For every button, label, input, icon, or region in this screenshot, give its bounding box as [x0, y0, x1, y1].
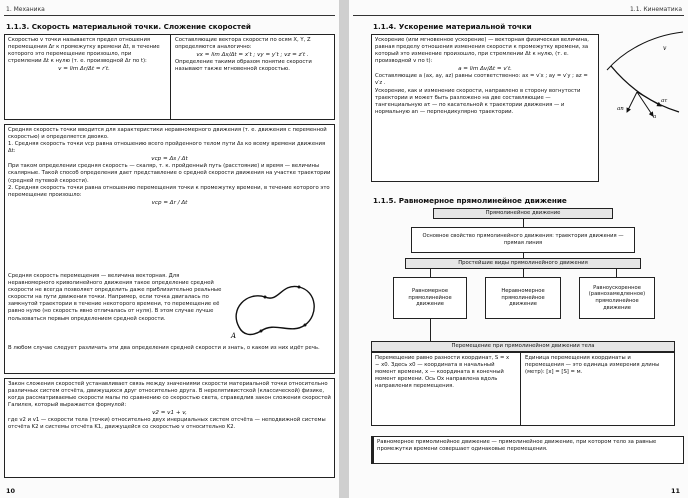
box1-left-formula: v = lim Δr/Δt = r′t. [58, 66, 110, 73]
right-page-number: 11 [670, 487, 680, 495]
box2-formula: v2 = v1 + v, [152, 410, 187, 417]
box2-tail: где v2 и v1 — скорости тела (точки) относительно двух инерциальных систем отсчёта — неподвижной системы отсчёта K2 и системы отсчёта K1, движущейся со скоростью v относительно K2. [8, 417, 326, 431]
accel-text: Ускорение (или мгновенное ускорение) — векторная физическая величина, равная пределу отношения изменения скорости к промежутку времени, за который это изменение произошло, при стремлении Δt к нулю, (т. е. производной v по t): [375, 37, 589, 65]
avg-item-1: 1. Средняя скорость точки vср равна отношению всего пройденного телом пути Δs ко всему времени движения Δt: [8, 141, 326, 155]
book-gutter [339, 0, 349, 498]
uniform-definition-box [371, 436, 684, 464]
avg-formula-2: vср = Δr / Δt [151, 199, 188, 206]
closed-trajectory-figure [225, 275, 325, 341]
left-running-head: 1. Механика [6, 6, 45, 13]
box1-left-text: Скоростью v точки называется предел отношения перемещения Δr к промежутку времени Δt, в течение которого это перемещение произошло, при стремлении Δt к нулю (т. е. производной Δr по t): [8, 37, 160, 65]
disp-left: Перемещение равно разности координат, S = x − x0. Здесь x0 — координата в начальный момент времени, x — координата в конечный момент времени. Ось Ox направлена вдоль направления перемещения. [375, 355, 510, 390]
left-head-rule [4, 15, 335, 16]
avg-formula-1: vср = Δs / Δt [151, 156, 188, 163]
box2-text: Закон сложения скоростей устанавливает связь между значениями скорости материальной точки относительно различных систем отсчёта, движущихся друг относительно друга. В нерелятивистской (классической) физике, когда рассматриваемые скорости малы по сравнению со скоростью света, справедлив закон сложения скоростей Галилея, который выражается формулой: [8, 381, 331, 409]
right-running-head: 1.1. Кинематика [629, 6, 682, 13]
box1-right-tail: Определение такими образом понятие скорости называют также мгновенной скоростью. [175, 59, 312, 73]
connector-4 [523, 269, 524, 277]
section-1-1-4-title: 1.1.4. Ускорение материальной точки [373, 22, 532, 31]
right-head-rule [353, 15, 684, 16]
avg-item-2: 2. Средняя скорость точки равна отношению перемещения точки к промежутку времени, в течение которого это перемещение произошло: [8, 184, 330, 198]
accel-tail: Ускорение, как и изменение скорости, направлено в сторону вогнутости траектории и может быть разложено на две составляющие — тангенциальную aτ — по касательной к траектории движения — и нормальную an — перпендикулярно траектории. [375, 87, 581, 115]
acceleration-figure [603, 30, 685, 120]
box1-right-formula: vx = lim Δx/Δt = x′t ; vy = y′t ; vz = z′t . [196, 52, 309, 59]
accel-components: Составляющие a (ax, ay, az) равны соответственно: ax = v′x ; ay = v′y ; az = v′z . [375, 73, 588, 87]
right-page [349, 0, 688, 498]
connector-3 [430, 269, 431, 277]
chart-title-box: Прямолинейное движение [433, 208, 613, 219]
avg-text-3: Средняя скорость перемещения — величина векторная. Для неравномерного криволинейного движения такое определение средней скорости не всегда позволяет определить даже приблизительно реальные скорости на пути движения точки. Например, если точка двигалась по замкнутой траектории в течение некоторого времени, то перемещение её равно нулю (но скорость явно отличалась от нуля). В этом случае лучше пользоваться первым определением средней скорости. [8, 273, 222, 322]
avg-upper [8, 127, 331, 207]
box1-right-text: Составляющие вектора скорости по осям X, Y, Z определяются аналогично: [175, 37, 311, 51]
velocity-definition-box [4, 34, 335, 120]
accel-formula: a = lim Δv/Δt = v′t. [458, 66, 512, 73]
avg-text-2: При таком определении средняя скорость — скаляр, т. к. пройденный путь (расстояние) и время — величины скалярные. Такой способ определения дает представление о средней скорости движения на участке траектории (средней путевой скорости). [8, 163, 331, 184]
type-uniform-box: Равномерное прямолинейное движение [393, 277, 467, 319]
figure-point-a-label: A [231, 332, 237, 340]
type-accelerated-box: Равноускоренное (равнозамедленное) прямолинейное движение [579, 277, 655, 319]
average-velocity-box [4, 124, 335, 374]
velocity-addition-box [4, 378, 335, 478]
section-1-1-3-title: 1.1.3. Скорость материальной точки. Сложение скоростей [6, 22, 251, 31]
type-nonuniform-box: Неравномерное прямолинейное движение [485, 277, 561, 319]
acceleration-box [371, 34, 599, 182]
avg-text-4: В любом случае следует различать эти два определения средней скорости и знать, о каком из них идёт речь. [8, 345, 320, 351]
disp-divider [520, 353, 521, 426]
avg-intro: Средняя скорость точки вводится для характеристики неравномерного движения (т. е. движения с переменной скоростью) и определяется двояко. [8, 127, 327, 141]
connector-6 [430, 319, 431, 341]
fig-label-a-n: an [617, 106, 624, 112]
fig-label-a-tau: aτ [661, 98, 668, 104]
box1-right-col [175, 37, 330, 73]
box1-divider [170, 35, 171, 120]
section-1-1-5-title: 1.1.5. Равномерное прямолинейное движение [373, 196, 567, 205]
fig-label-a: a [653, 114, 657, 120]
displacement-box [371, 352, 675, 426]
fig-label-v: v [663, 45, 667, 52]
basic-property-box: Основное свойство прямолинейного движения: траектория движения — прямая линия [411, 227, 635, 253]
box1-left-col [8, 37, 160, 73]
simplest-types-box: Простейшие виды прямолинейного движения [405, 258, 641, 269]
left-page-number: 10 [6, 487, 16, 495]
left-page [0, 0, 339, 498]
displacement-title-box: Перемещение при прямолинейном движении тела [371, 341, 675, 352]
disp-right: Единица перемещения координаты и перемещения — это единица измерения длины (метр): [x] = [S] = м. [525, 355, 660, 376]
connector-1 [523, 219, 524, 227]
connector-5 [616, 269, 617, 277]
uniform-definition: Равномерное прямолинейное движение — прямолинейное движение, при котором тело за равные промежутки времени совершает одинаковые перемещения. [377, 439, 657, 453]
